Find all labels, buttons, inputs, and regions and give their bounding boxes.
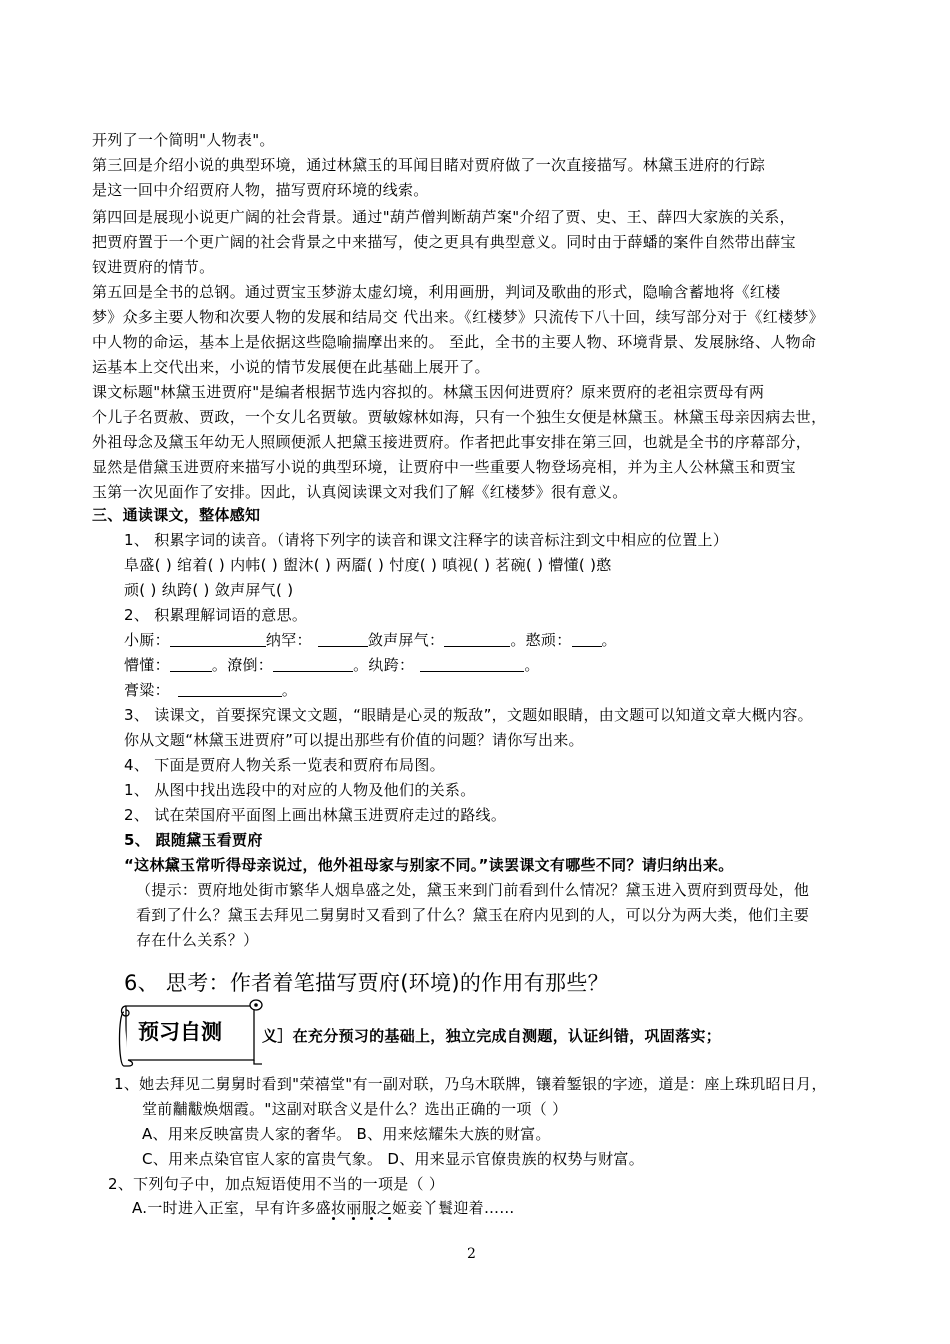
test-options: A、用来反映富贵人家的奢华。 B、用来炫耀朱大族的财富。	[142, 1125, 551, 1143]
question-2: 2、 积累理解词语的意思。	[124, 606, 308, 624]
intro-line: 显然是借黛玉进贾府来描写小说的典型环境，让贾府中一些重要人物登场亮相，并为主人公林黛玉和贾宝	[92, 458, 796, 476]
intro-line: 个儿子名贾赦、贾政，一个女儿名贾敏。贾敏嫁林如海，只有一个独生女便是林黛玉。林黛玉母亲因病去世，	[92, 408, 827, 426]
intro-line: 钗进贾府的情节。	[92, 258, 215, 276]
question-4-item: 1、 从图中找出选段中的对应的人物及他们的关系。	[124, 781, 476, 799]
vocab-row	[124, 628, 617, 652]
question-5-quote: “这林黛玉常听得母亲说过，他外祖母家与别家不同。”读罢课文有哪些不同？请归纳出来。	[124, 856, 734, 874]
intro-line: 第四回是展现小说更广阔的社会背景。通过"葫芦僧判断葫芦案"介绍了贾、史、王、薛四大家族的关系，	[92, 208, 795, 226]
answer-blank[interactable]	[178, 681, 282, 697]
intro-line: 梦》众多主要人物和次要人物的发展和结局交 代出来。《红楼梦》只流传下八十回，续写部分对于《红楼梦》	[92, 308, 824, 326]
answer-blank[interactable]	[273, 656, 353, 672]
test-options: C、用来点染官宦人家的富贵气象。 D、用来显示官僚贵族的权势与财富。	[142, 1150, 644, 1168]
question-3-cont: 你从文题“林黛玉进贾府”可以提出那些有价值的问题？请你写出来。	[124, 731, 584, 749]
answer-blank[interactable]	[318, 631, 368, 647]
vocab-label: 小厮：	[124, 631, 170, 649]
badge-label: 预习自测	[138, 1020, 222, 1044]
punctuation: 。	[524, 656, 540, 674]
vocab-row	[124, 653, 540, 677]
vocab-label: 纳罕：	[265, 631, 312, 649]
intro-line: 课文标题"林黛玉进贾府"是编者根据节选内容拟的。林黛玉因何进贾府？原来贾府的老祖宗贾母有两	[92, 383, 765, 401]
punctuation: 。	[601, 631, 617, 649]
question-4-item: 2、 试在荣国府平面图上画出林黛玉进贾府走过的路线。	[124, 806, 507, 824]
vocab-label: 膏粱：	[124, 681, 170, 699]
vocab-label: 。憨顽：	[510, 631, 572, 649]
test-question-2-option: A.一时进入正室，早有许多盛妆丽服之姬妾丫鬟迎着……	[132, 1199, 515, 1217]
answer-blank[interactable]	[572, 631, 602, 647]
hint-line: 看到了什么？黛玉去拜见二舅舅时又看到了什么？黛玉在府内见到的人，可以分为两大类，他们主要	[136, 906, 810, 924]
vocab-label: 。纨跨：	[353, 656, 415, 674]
emphasis-dots	[330, 1217, 400, 1221]
vocab-label: 敛声屏气：	[367, 631, 445, 649]
section-heading: 三、通读课文，整体感知	[92, 506, 261, 524]
intro-line: 外祖母念及黛玉年幼无人照顾便派人把黛玉接进贾府。作者把此事安排在第三回，也就是全书的序幕部分，	[92, 433, 812, 451]
intro-line: 玉第一次见面作了安排。因此，认真阅读课文对我们了解《红楼梦》很有意义。	[92, 483, 628, 501]
question-1: 1、 积累字词的读音。（请将下列字的读音和课文注释字的读音标注到文中相应的位置上）	[124, 531, 729, 549]
intro-line: 中人物的命运，基本上是依据这些隐喻揣摩出来的。 至此，全书的主要人物、环境背景、发展脉络、人物命	[92, 333, 817, 351]
answer-blank[interactable]	[170, 631, 266, 647]
hint-line: 存在什么关系？）	[136, 931, 259, 949]
vocab-label: 懵懂：	[124, 656, 170, 674]
answer-blank[interactable]	[444, 631, 510, 647]
intro-line: 是这一回中介绍贾府人物，描写贾府环境的线索。	[92, 181, 429, 199]
vocab-row	[124, 678, 297, 702]
test-question-1: 1、她去拜见二舅舅时看到"荣禧堂"有一副对联，乃乌木联牌，镶着錾银的字迹，道是：座上珠玑昭日月，	[114, 1075, 827, 1093]
intro-line: 开列了一个简明"人物表"。	[92, 131, 275, 149]
pronunciation-words: 顽( ) 纨跨( ) 敛声屏气( )	[124, 581, 294, 599]
question-3: 3、 读课文，首要探究课文文题，“眼睛是心灵的叛敌”，文题如眼睛，由文题可以知道文章大概内容。	[124, 706, 813, 724]
intro-line: 第五回是全书的总钢。通过贾宝玉梦游太虚幻境，利用画册，判词及歌曲的形式，隐喻含蓄地将《红楼	[92, 283, 781, 301]
vocab-label: 。潦倒：	[211, 656, 274, 674]
hint-line: （提示：贾府地处街市繁华人烟阜盛之处，黛玉来到门前看到什么情况？黛玉进入贾府到贾母处，他	[136, 881, 810, 899]
question-5: 5、 跟随黛玉看贾府	[124, 831, 263, 849]
question-4: 4、 下面是贾府人物关系一览表和贾府布局图。	[124, 756, 445, 774]
test-question-1-cont: 堂前黼黻焕烟霞。"这副对联含义是什么？选出正确的一项（ ）	[142, 1100, 568, 1118]
question-6: 6、 思考：作者着笔描写贾府(环境)的作用有那些？	[124, 971, 609, 995]
intro-line: 运基本上交代出来，小说的情节发展便在此基础上展开了。	[92, 358, 490, 376]
self-test-instruction: 义］在充分预习的基础上，独立完成自测题，认证纠错，巩固落实；	[262, 1027, 722, 1045]
self-test-badge	[116, 998, 266, 1072]
intro-line: 第三回是介绍小说的典型环境，通过林黛玉的耳闻目睹对贾府做了一次直接描写。林黛玉进府的行踪	[92, 156, 766, 174]
answer-blank[interactable]	[170, 656, 212, 672]
pronunciation-words: 阜盛( ) 绾着( ) 内帏( ) 盥沐( ) 两靥( ) 忖度( ) 嗔视( ) 茗碗( ) 懵懂( )憨	[124, 556, 612, 574]
answer-blank[interactable]	[420, 656, 524, 672]
punctuation: 。	[281, 681, 298, 699]
page-number: 2	[467, 1246, 476, 1262]
intro-line: 把贾府置于一个更广阔的社会背景之中来描写，使之更具有典型意义。同时由于薛蟠的案件自然带出薛宝	[92, 233, 796, 251]
test-question-2: 2、下列句子中，加点短语使用不当的一项是（ ）	[108, 1175, 445, 1193]
